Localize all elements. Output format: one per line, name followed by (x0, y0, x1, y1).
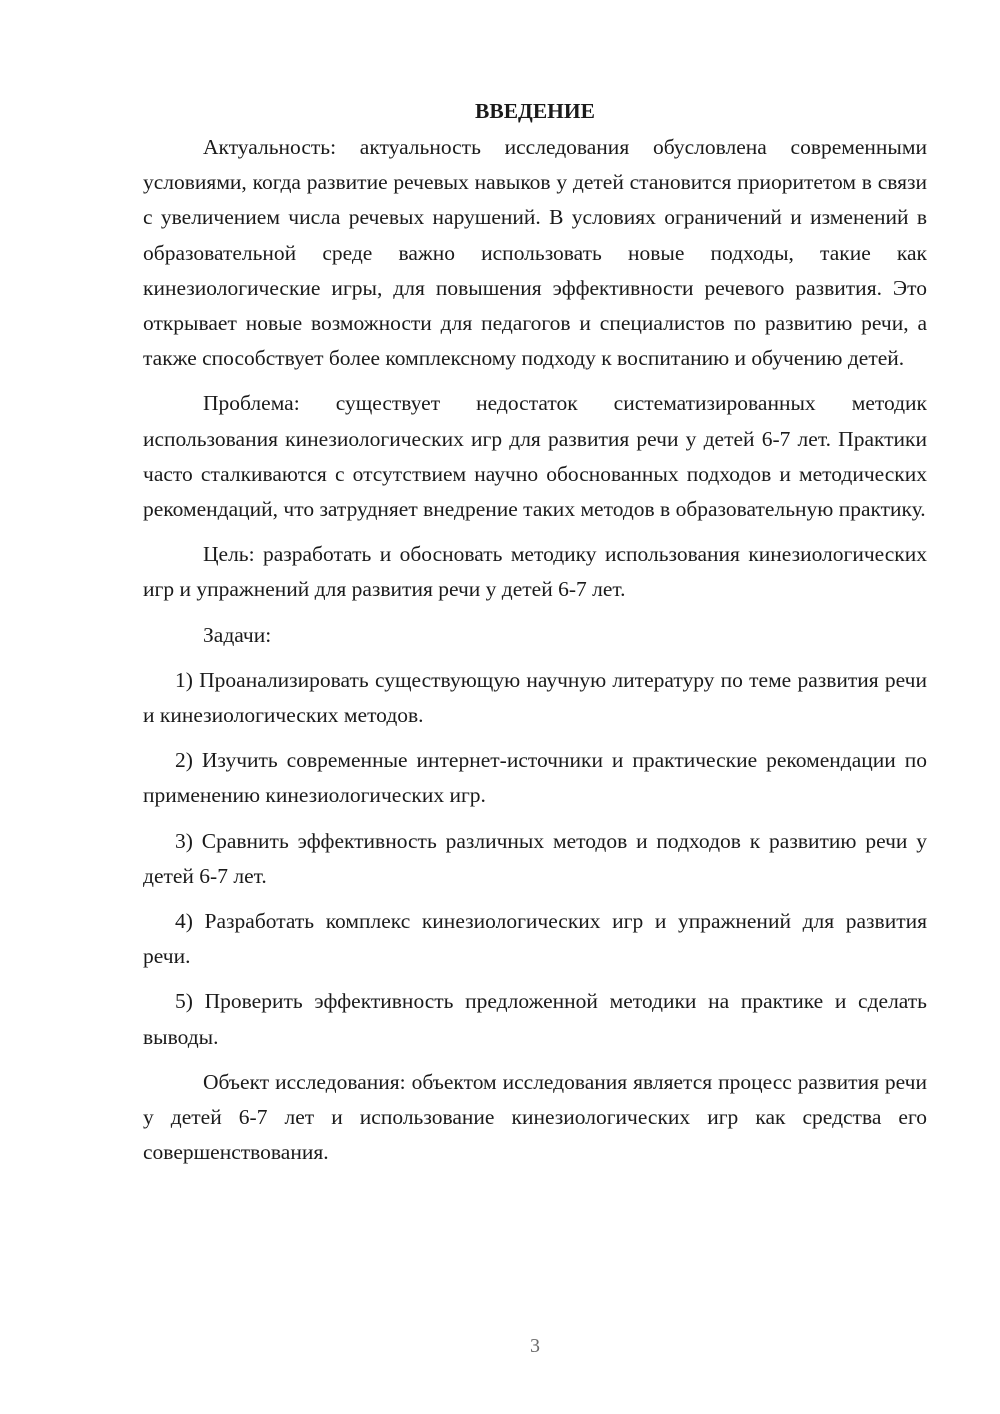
task-item-4: 4) Разработать комплекс кинезиологических игр и упражнений для развития речи. (143, 909, 927, 969)
paragraph-goal: Цель: разработать и обосновать методику использования кинезиологических игр и упражнений для развития речи у детей 6-7 лет. (143, 542, 927, 602)
document-body (143, 96, 927, 1170)
paragraph-object: Объект исследования: объектом исследования является процесс развития речи у детей 6-7 лет и использование кинезиологических игр как средства его совершенствования. (143, 1069, 927, 1165)
paragraph-relevance: Актуальность: актуальность исследования обусловлена современными условиями, когда развитие речевых навыков у детей становится приоритетом в связи с увеличением числа речевых нарушений. В условиях ограничений и изменений в образовательной среде важно использовать новые подходы, такие как кинезиологические игры, для повышения эффективности речевого развития. Это открывает новые возможности для педагогов и специалистов по развитию речи, а также способствует более комплексному подходу к воспитанию и обучению детей. (143, 135, 927, 371)
task-item-1: 1) Проанализировать существующую научную литературу по теме развития речи и кинезиологических методов. (143, 667, 927, 728)
task-item-3: 3) Сравнить эффективность различных методов и подходов к развитию речи у детей 6-7 лет. (143, 828, 927, 888)
task-item-5: 5) Проверить эффективность предложенной методики на практике и сделать выводы. (143, 989, 927, 1049)
page-number: 3 (530, 1335, 540, 1357)
paragraph-problem: Проблема: существует недостаток систематизированных методик использования кинезиологических игр для развития речи у детей 6-7 лет. Практики часто сталкиваются с отсутствием научно обоснованных подходов и методических рекомендаций, что затрудняет внедрение таких методов в образовательную практику. (143, 391, 927, 522)
page-title: ВВЕДЕНИЕ (475, 99, 595, 123)
tasks-heading: Задачи: (203, 622, 272, 647)
task-item-2: 2) Изучить современные интернет-источники и практические рекомендации по применению кинезиологических игр. (143, 748, 927, 808)
